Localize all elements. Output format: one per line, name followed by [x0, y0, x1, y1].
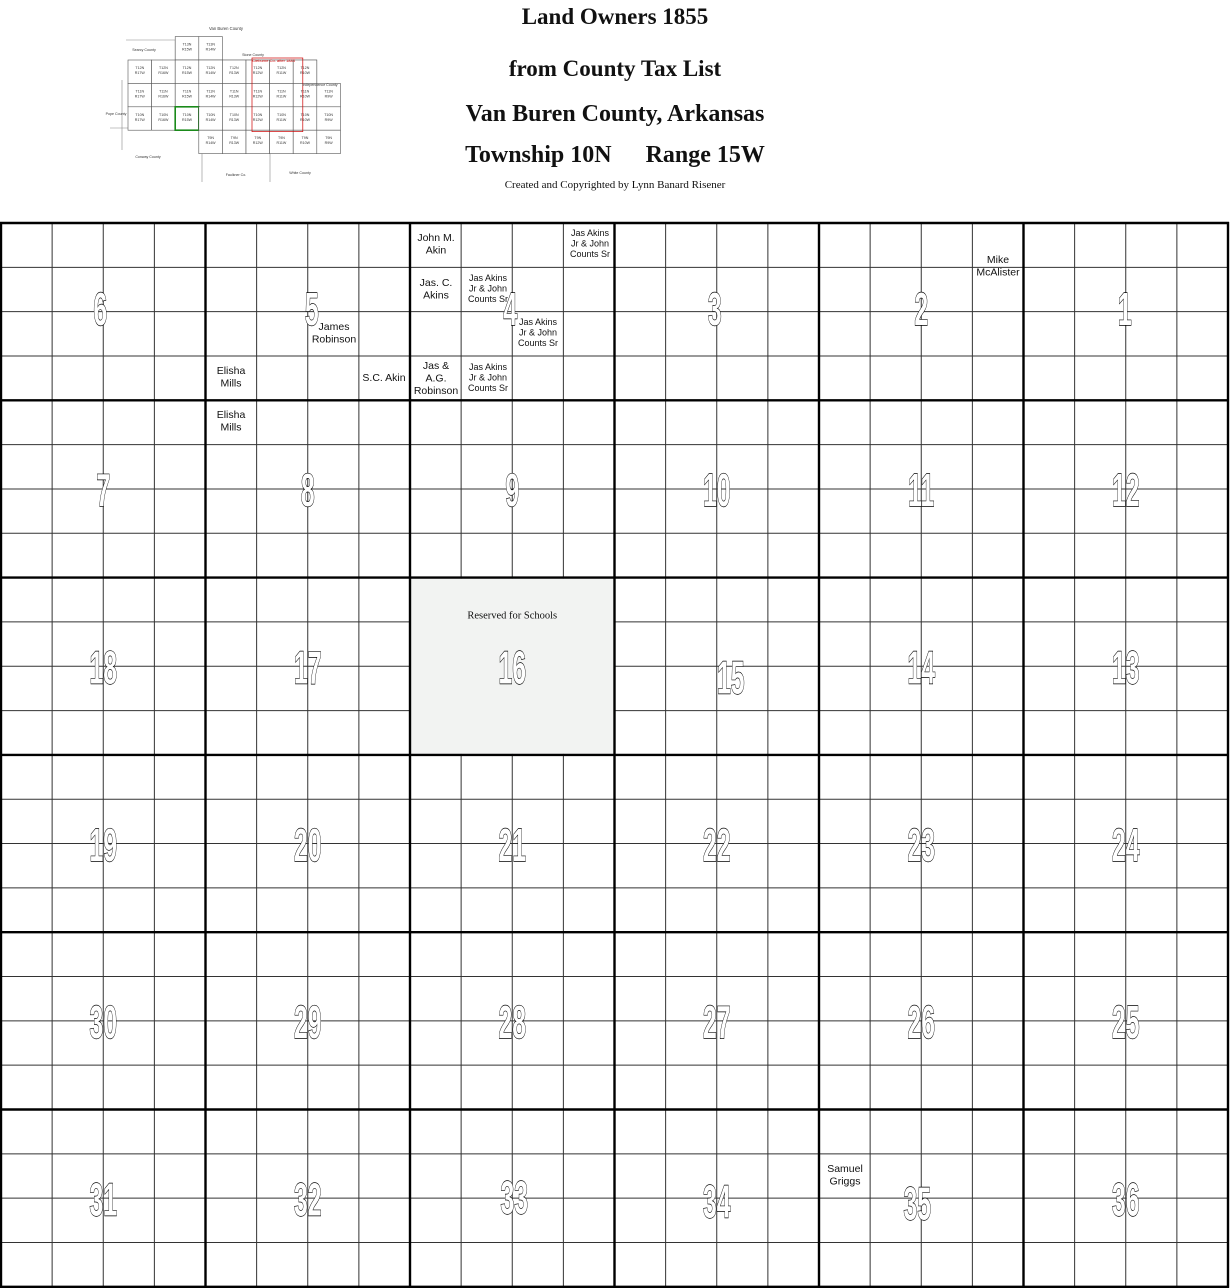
- map-title: Land Owners 1855: [521, 4, 709, 29]
- cleburne-annotation: Cleburne Co. after 1883: [252, 58, 295, 63]
- owner-label: James Robinson: [311, 321, 357, 346]
- section-number: 27: [702, 997, 731, 1049]
- section-number: 29: [293, 997, 322, 1049]
- inset-township-label: T10N R11W: [276, 112, 287, 122]
- owner-label: Mike McAlister: [976, 254, 1020, 279]
- owner-label: Jas & A.G. Robinson: [413, 360, 459, 397]
- inset-neighbor-county: Conway County: [135, 155, 161, 159]
- inset-township-label: T10N R17W: [134, 112, 145, 122]
- section-number: 12: [1111, 465, 1140, 517]
- section-number: 16: [498, 642, 527, 694]
- section-number: 17: [293, 642, 322, 694]
- owner-label: Elisha Mills: [216, 365, 246, 390]
- inset-township-label: T10N R12W: [252, 112, 263, 122]
- owner-label: Jas Akins Jr & John Counts Sr: [517, 317, 559, 348]
- inset-township-label: T12N R17W: [134, 66, 145, 75]
- inset-township-label: T11N R14W: [205, 89, 216, 99]
- inset-township-label: T9N R14W: [205, 136, 216, 146]
- inset-township-label: T11N R12W: [252, 89, 263, 99]
- inset-township-label: T10N R9W: [324, 112, 333, 122]
- section-number: 33: [500, 1172, 529, 1224]
- section-number: 4: [503, 283, 518, 335]
- inset-township-label: T11N R17W: [134, 89, 145, 99]
- reserved-label: Reserved for Schools: [467, 610, 558, 622]
- section-number: 10: [702, 465, 731, 517]
- inset-township-label: T12N R15W: [182, 66, 192, 75]
- owner-label: Jas Akins Jr & John Counts Sr: [467, 362, 509, 393]
- section-number: 5: [304, 283, 319, 335]
- owner-label: Samuel Griggs: [827, 1163, 863, 1188]
- inset-township-label: T13N R15W: [182, 42, 192, 52]
- owner-label: John M. Akin: [417, 232, 455, 257]
- section-number: 19: [89, 819, 118, 871]
- inset-neighbor-county: Stone County: [242, 53, 264, 57]
- inset-township-label: T9N R11W: [276, 136, 287, 146]
- inset-county-title: Van Buren County: [209, 26, 243, 31]
- section-number: 21: [498, 819, 527, 871]
- section-number: 35: [903, 1178, 932, 1230]
- inset-township-label: T10N R14W: [205, 112, 216, 122]
- inset-township-label: T12N R12W: [252, 66, 263, 75]
- owner-label: Elisha Mills: [216, 409, 246, 434]
- section-number: 14: [907, 642, 936, 694]
- township-label: Township 10N: [465, 142, 612, 168]
- owner-label: Jas Akins Jr & John Counts Sr: [467, 273, 509, 304]
- owner-label: S.C. Akin: [362, 372, 406, 384]
- township-grid-map: [0, 220, 1231, 1288]
- inset-township-label: T10N R16W: [158, 112, 169, 122]
- section-number: 3: [707, 283, 722, 335]
- section-number: 1: [1117, 283, 1132, 335]
- county-name: Van Buren County, Arkansas: [465, 101, 765, 127]
- section-number: 28: [498, 997, 527, 1049]
- copyright-credit: Created and Copyrighted by Lynn Banard Risener: [504, 179, 726, 191]
- map-subtitle: from County Tax List: [508, 56, 722, 81]
- inset-township-label: T9N R13W: [229, 136, 240, 146]
- section-number: 6: [93, 283, 108, 335]
- inset-township-label: T11N R11W: [276, 89, 287, 99]
- inset-township-label: T11N R15W: [182, 89, 192, 99]
- inset-township-label: T11N R16W: [158, 89, 169, 99]
- inset-neighbor-county: Pope County: [105, 112, 127, 116]
- inset-township-label: T12N R10W: [300, 66, 310, 75]
- section-number: 36: [1111, 1174, 1140, 1226]
- inset-township-label: T11N R9W: [324, 89, 333, 99]
- inset-township-label: T10N R10W: [300, 112, 310, 122]
- section-number: 2: [914, 283, 929, 335]
- section-number: 34: [702, 1176, 731, 1228]
- inset-township-label: T11N R10W: [300, 89, 310, 99]
- owner-label: Jas Akins Jr & John Counts Sr: [569, 228, 611, 259]
- owner-label: Jas. C. Akins: [419, 277, 453, 302]
- section-number: 9: [505, 465, 520, 517]
- inset-township-label: T12N R11W: [276, 66, 287, 75]
- township-range: [380, 142, 850, 169]
- section-number: 25: [1111, 997, 1140, 1049]
- section-number: 8: [300, 465, 315, 517]
- section-number: 7: [96, 465, 111, 517]
- inset-township-label: T13N R14W: [205, 42, 216, 52]
- inset-township-label: T9N R12W: [252, 136, 263, 146]
- locator-inset-map: [105, 20, 340, 188]
- inset-neighbor-county: Independence County: [302, 83, 338, 87]
- inset-township-label: T11N R13W: [229, 89, 240, 99]
- section-number: 20: [293, 819, 322, 871]
- inset-township-label: T12N R14W: [205, 66, 216, 75]
- inset-township-label: T10N R13W: [229, 112, 240, 122]
- inset-neighbor-county: Faulkner Co.: [225, 173, 247, 177]
- section-number: 26: [907, 997, 936, 1049]
- inset-neighbor-county: White County: [289, 171, 311, 175]
- inset-township-label: T10N R15W: [182, 112, 192, 122]
- section-number: 30: [89, 997, 118, 1049]
- section-number: 13: [1111, 642, 1140, 694]
- inset-township-label: T9N R9W: [324, 136, 333, 146]
- section-number: 31: [89, 1174, 118, 1226]
- section-number: 24: [1111, 819, 1140, 871]
- inset-township-label: T9N R10W: [300, 136, 310, 146]
- inset-neighbor-county: Searcy County: [132, 48, 156, 52]
- range-label: Range 15W: [645, 142, 765, 168]
- section-number: 15: [716, 652, 745, 704]
- inset-township-label: T12N R16W: [158, 66, 169, 75]
- section-number: 18: [89, 642, 118, 694]
- section-number: 11: [908, 465, 935, 517]
- inset-township-label: T12N R13W: [229, 66, 240, 75]
- section-number: 23: [907, 819, 936, 871]
- section-number: 32: [293, 1174, 322, 1226]
- section-number: 22: [702, 819, 731, 871]
